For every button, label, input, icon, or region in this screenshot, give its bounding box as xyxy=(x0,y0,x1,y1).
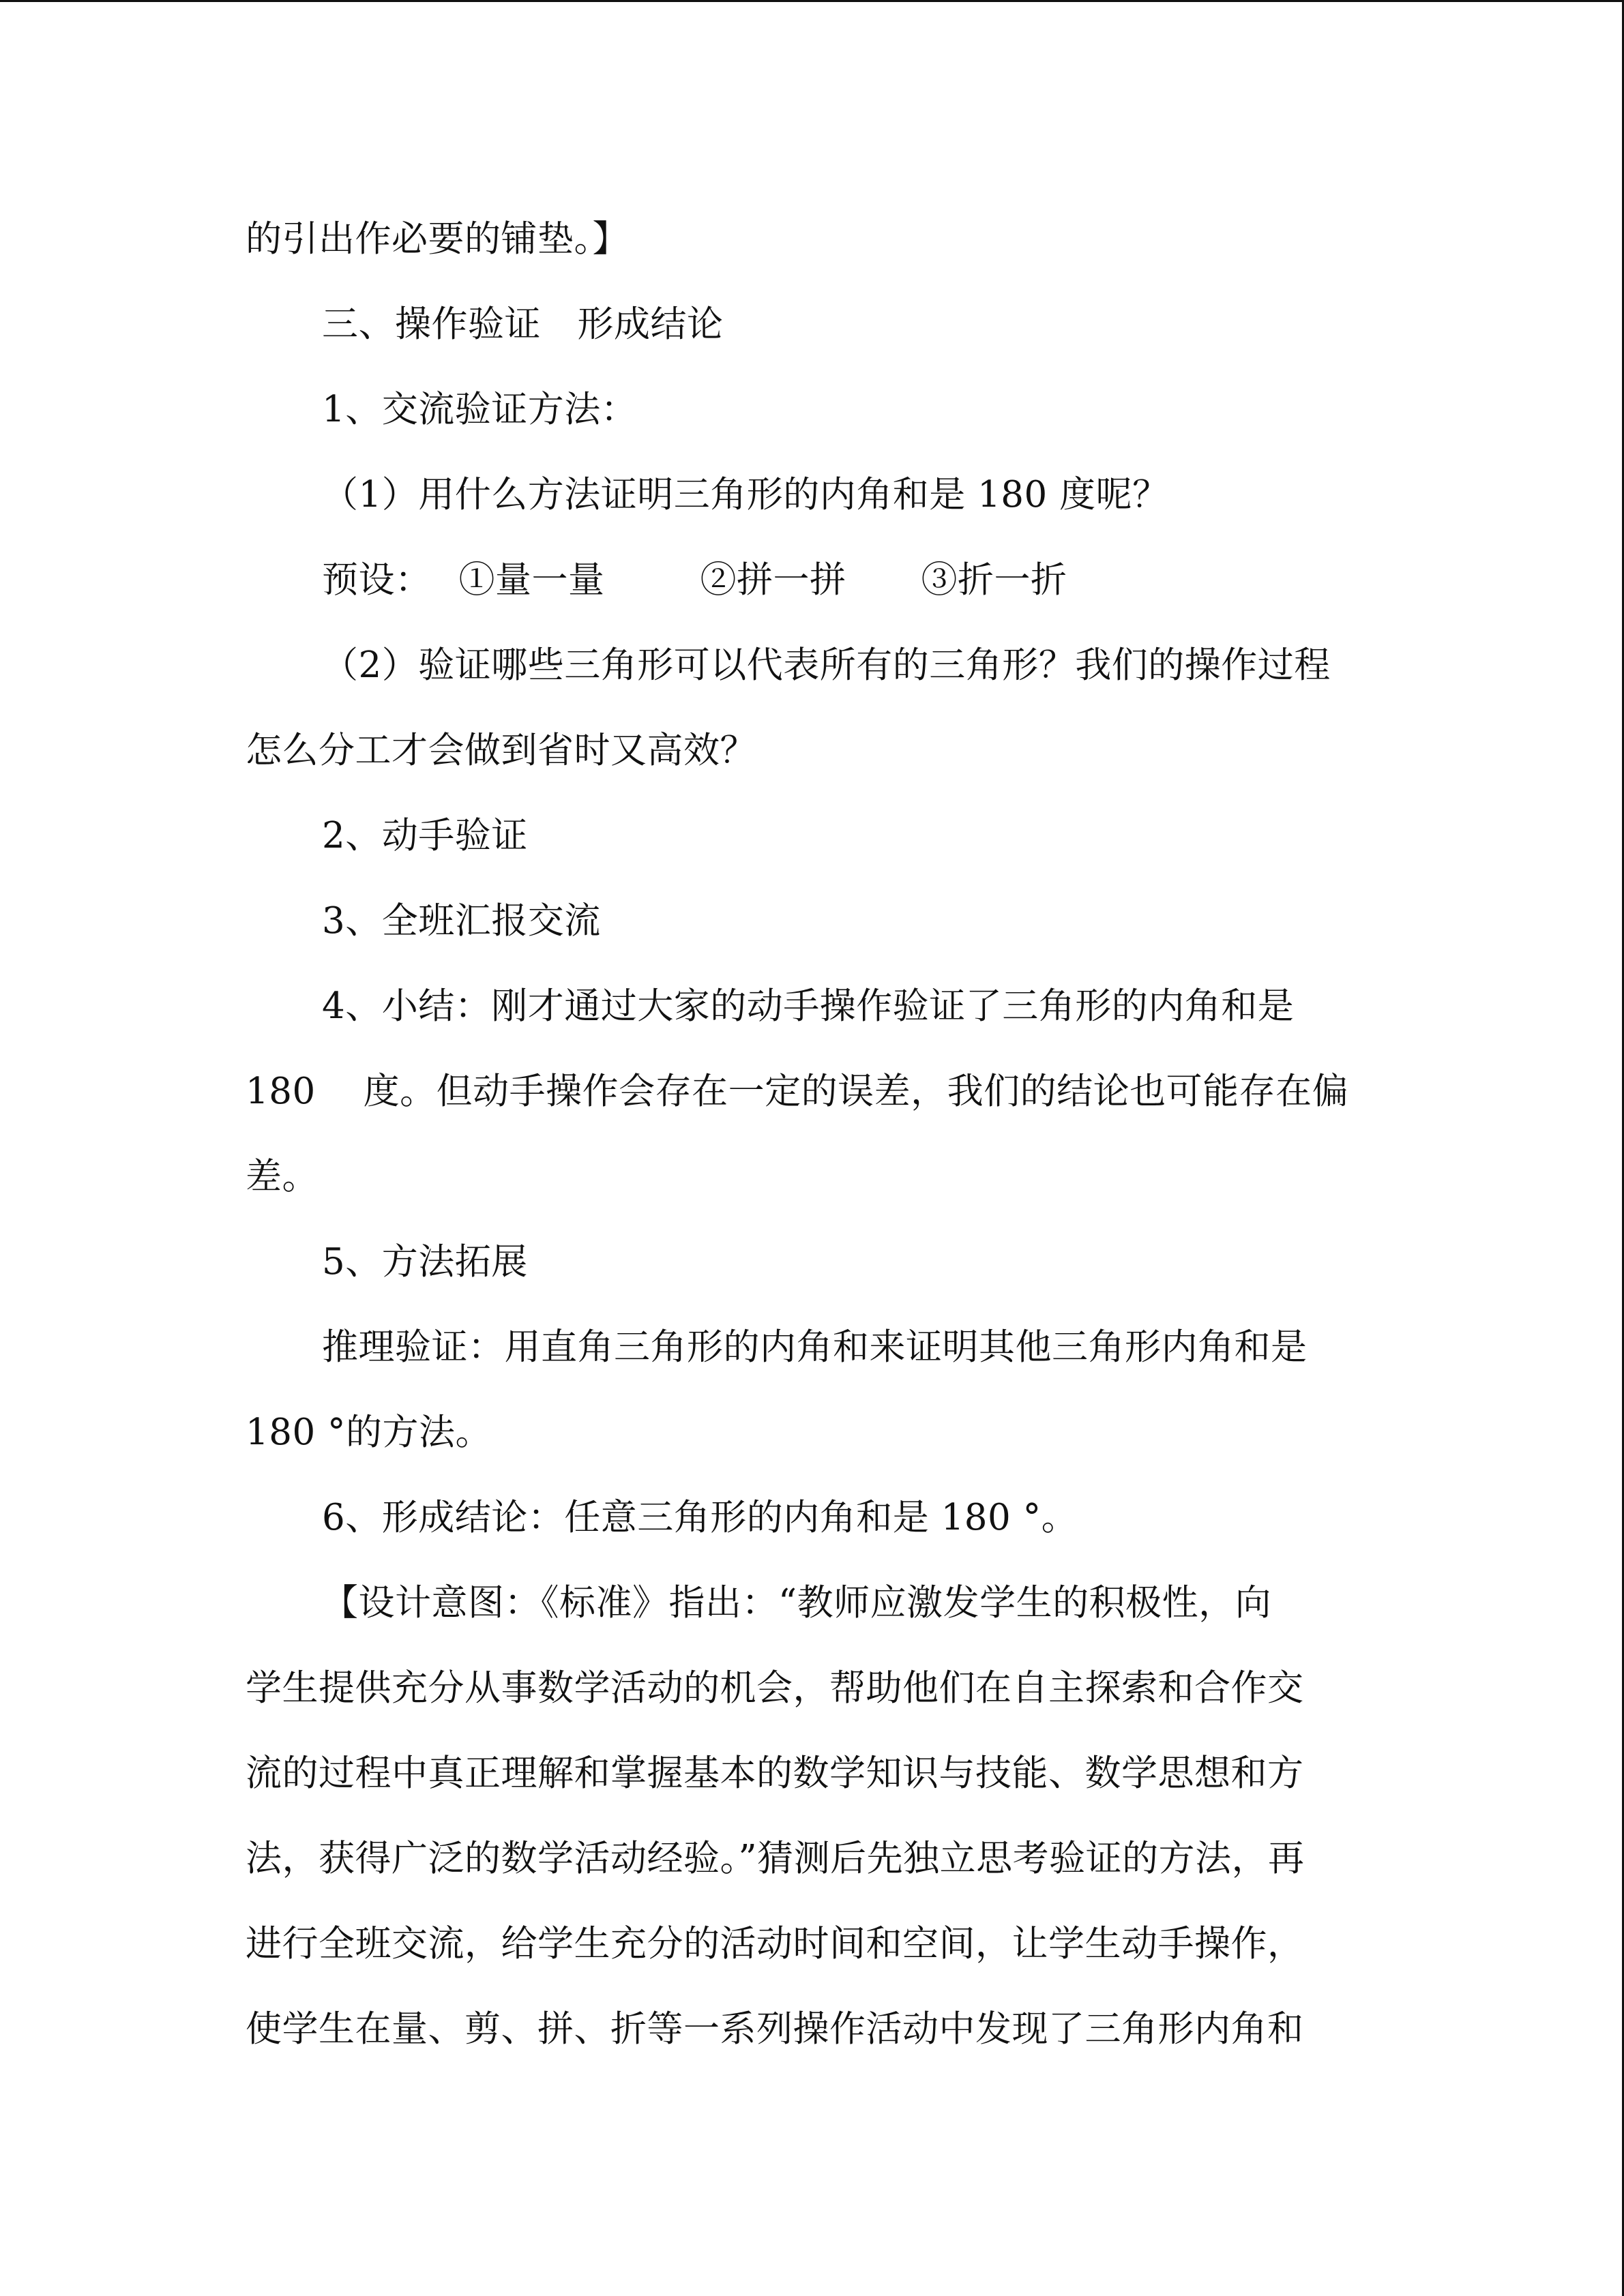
subsection-heading: 2、动手验证 xyxy=(322,815,528,856)
subsection-heading: 1、交流验证方法： xyxy=(322,389,638,430)
paragraph-line: 差。 xyxy=(246,1156,319,1197)
page-top-border xyxy=(0,0,1624,2)
paragraph-line: 怎么分工才会做到省时又高效？ xyxy=(246,730,756,771)
preset-option: ①量一量 xyxy=(458,559,605,601)
question-line: （2）验证哪些三角形可以代表所有的三角形？我们的操作过程 xyxy=(322,644,1331,686)
paragraph-line: 法，获得广泛的数学活动经验。”猜测后先独立思考验证的方法，再 xyxy=(246,1838,1305,1879)
subsection-heading: 5、方法拓展 xyxy=(322,1241,528,1283)
summary-line: 4、小结：刚才通过大家的动手操作验证了三角形的内角和是 xyxy=(322,985,1295,1027)
preset-label: 预设： xyxy=(322,559,432,601)
number-text: 180 xyxy=(246,1071,316,1112)
paragraph-line: 使学生在量、剪、拼、折等一系列操作活动中发现了三角形内角和 xyxy=(246,2008,1304,2050)
paragraph-line: 推理验证：用直角三角形的内角和来证明其他三角形内角和是 xyxy=(322,1326,1308,1368)
design-intent-line: 【设计意图：《标准》指出：“教师应激发学生的积极性，向 xyxy=(322,1582,1272,1624)
question-line: （1）用什么方法证明三角形的内角和是 180 度呢？ xyxy=(322,474,1169,516)
subsection-heading: 3、全班汇报交流 xyxy=(322,900,601,942)
paragraph-line: 180 °的方法。 xyxy=(246,1412,492,1453)
paragraph-line: 流的过程中真正理解和掌握基本的数学知识与技能、数学思想和方 xyxy=(246,1753,1304,1794)
paragraph-text: 度。但动手操作会存在一定的误差，我们的结论也可能存在偏 xyxy=(363,1071,1349,1112)
conclusion-line: 6、形成结论：任意三角形的内角和是 180 °。 xyxy=(322,1497,1078,1538)
preset-option: ③折一折 xyxy=(921,559,1067,601)
section-heading: 三、操作验证 形成结论 xyxy=(322,303,724,345)
paragraph-line: 进行全班交流，给学生充分的活动时间和空间，让学生动手操作， xyxy=(246,1923,1304,1965)
paragraph-line xyxy=(246,1068,1348,1116)
preset-option: ②拼一拼 xyxy=(700,559,846,601)
paragraph-line: 的引出作必要的铺垫。】 xyxy=(246,218,629,260)
paragraph-line: 学生提供充分从事数学活动的机会，帮助他们在自主探索和合作交 xyxy=(246,1667,1304,1709)
preset-options-line xyxy=(322,556,1067,604)
